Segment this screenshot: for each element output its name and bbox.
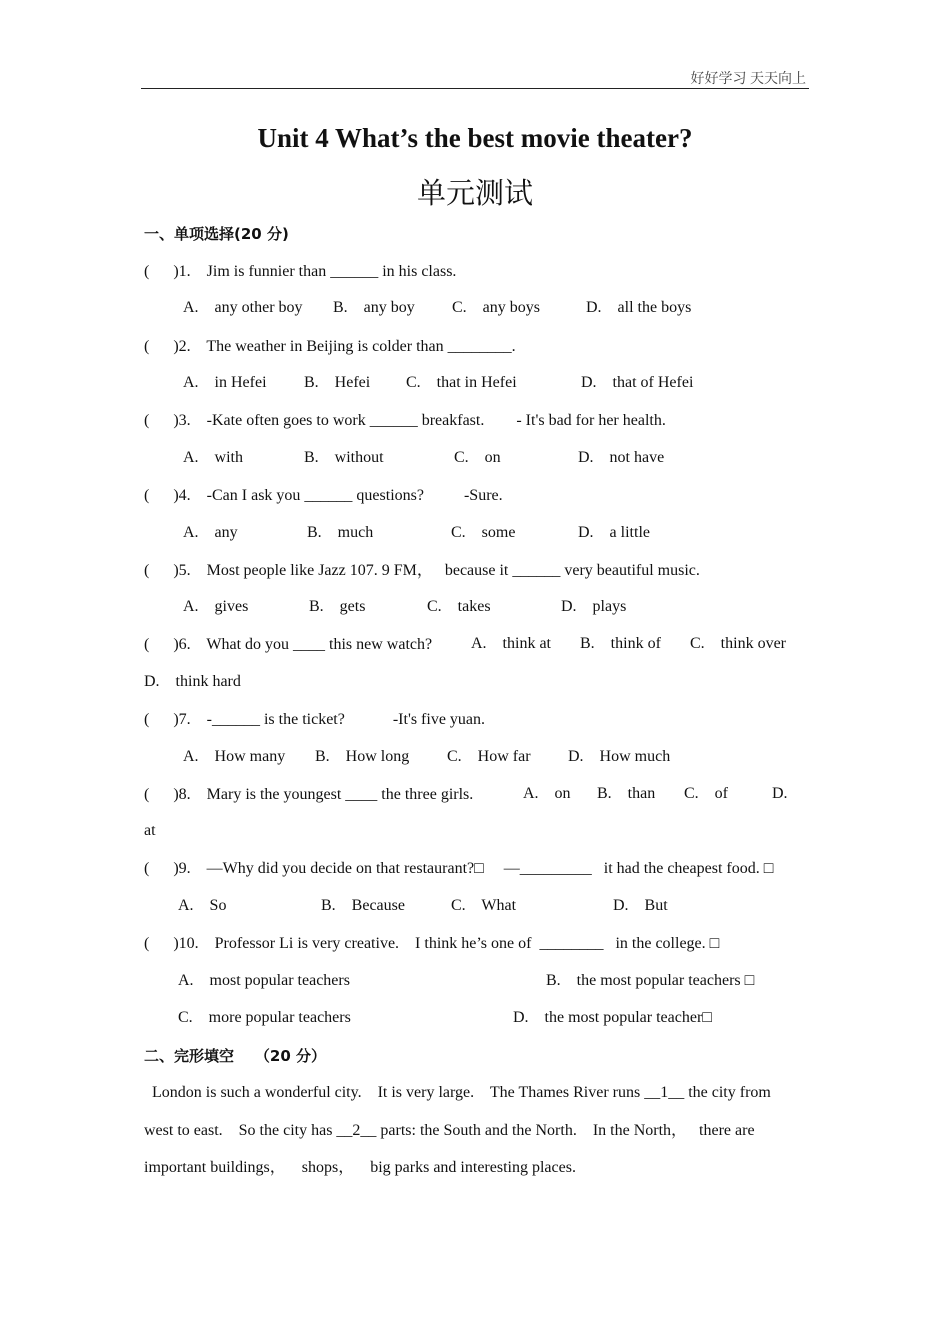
question-1-stem: ( )1. Jim is funnier than ______ in his class. — [144, 263, 457, 280]
q6-option-c[interactable]: C. think over — [690, 635, 786, 652]
q4-option-b[interactable]: B. much — [307, 524, 374, 541]
page-title: Unit 4 What’s the best movie theater? — [257, 123, 693, 153]
passage-line: London is such a wonderful city. It is very large. The Thames River runs __1__ the city from — [144, 1084, 771, 1101]
q6-option-b[interactable]: B. think of — [580, 635, 661, 652]
q5-option-d[interactable]: D. plays — [561, 598, 627, 615]
q9-option-d[interactable]: D. But — [613, 897, 668, 914]
q3-option-a[interactable]: A. with — [183, 449, 243, 466]
q9-option-b[interactable]: B. Because — [321, 897, 405, 914]
question-8-stem: ( )8. Mary is the youngest ____ the three girls. — [144, 786, 474, 803]
header-rule — [141, 88, 809, 89]
q3-option-c[interactable]: C. on — [454, 449, 501, 466]
q8-option-b[interactable]: B. than — [597, 785, 656, 802]
q4-option-c[interactable]: C. some — [451, 524, 516, 541]
q8-option-a[interactable]: A. on — [523, 785, 571, 802]
q7-option-d[interactable]: D. How much — [568, 748, 671, 765]
q1-option-d[interactable]: D. all the boys — [586, 299, 692, 316]
section-2-heading: 二、完形填空 （20 分） — [144, 1047, 326, 1065]
q10-option-b[interactable]: B. the most popular teachers □ — [546, 972, 755, 989]
question-5-stem: ( )5. Most people like Jazz 107. 9 FM， because it ______ very beautiful music. — [144, 562, 700, 579]
passage-line: west to east. So the city has __2__ parts: the South and the North. In the North， there are — [144, 1122, 755, 1139]
q1-option-b[interactable]: B. any boy — [333, 299, 415, 316]
q7-option-b[interactable]: B. How long — [315, 748, 410, 765]
q5-option-c[interactable]: C. takes — [427, 598, 491, 615]
q1-option-a[interactable]: A. any other boy — [183, 299, 303, 316]
q10-option-a[interactable]: A. most popular teachers — [178, 972, 350, 989]
q8-option-d-label[interactable]: D. — [772, 785, 788, 802]
q2-option-d[interactable]: D. that of Hefei — [581, 374, 694, 391]
question-2-stem: ( )2. The weather in Beijing is colder than ________. — [144, 338, 516, 355]
section-1-heading: 一、单项选择(20 分) — [144, 225, 289, 243]
q6-option-d[interactable]: D. think hard — [144, 673, 241, 690]
q3-option-d[interactable]: D. not have — [578, 449, 665, 466]
q8-option-c[interactable]: C. of — [684, 785, 728, 802]
q4-option-a[interactable]: A. any — [183, 524, 238, 541]
q8-option-d[interactable]: at — [144, 822, 156, 839]
question-4-stem: ( )4. -Can I ask you ______ questions? -Sure. — [144, 487, 503, 504]
q7-option-c[interactable]: C. How far — [447, 748, 531, 765]
q10-option-d[interactable]: D. the most popular teacher□ — [513, 1009, 712, 1026]
page-subtitle: 单元测试 — [416, 176, 533, 210]
q2-option-c[interactable]: C. that in Hefei — [406, 374, 517, 391]
question-6-stem: ( )6. What do you ____ this new watch? — [144, 636, 433, 653]
header-tagline: 好好学习 天天向上 — [690, 72, 806, 87]
question-3-stem: ( )3. -Kate often goes to work ______ breakfast. - It's bad for her health. — [144, 412, 666, 429]
passage-line: important buildings， shops， big parks and interesting places. — [144, 1159, 576, 1176]
question-10-stem: ( )10. Professor Li is very creative. I think he’s one of ________ in the college. □ — [144, 935, 720, 952]
q3-option-b[interactable]: B. without — [304, 449, 384, 466]
q10-option-c[interactable]: C. more popular teachers — [178, 1009, 351, 1026]
q2-option-b[interactable]: B. Hefei — [304, 374, 371, 391]
q4-option-d[interactable]: D. a little — [578, 524, 650, 541]
q5-option-b[interactable]: B. gets — [309, 598, 366, 615]
question-7-stem: ( )7. -______ is the ticket? -It's five yuan. — [144, 711, 486, 728]
q5-option-a[interactable]: A. gives — [183, 598, 249, 615]
q1-option-c[interactable]: C. any boys — [452, 299, 540, 316]
question-9-stem: ( )9. —Why did you decide on that restaurant?□ —_________ it had the cheapest food. □ — [144, 860, 774, 877]
q7-option-a[interactable]: A. How many — [183, 748, 286, 765]
q9-option-c[interactable]: C. What — [451, 897, 517, 914]
q6-option-a[interactable]: A. think at — [471, 635, 551, 652]
q9-option-a[interactable]: A. So — [178, 897, 227, 914]
q2-option-a[interactable]: A. in Hefei — [183, 374, 267, 391]
